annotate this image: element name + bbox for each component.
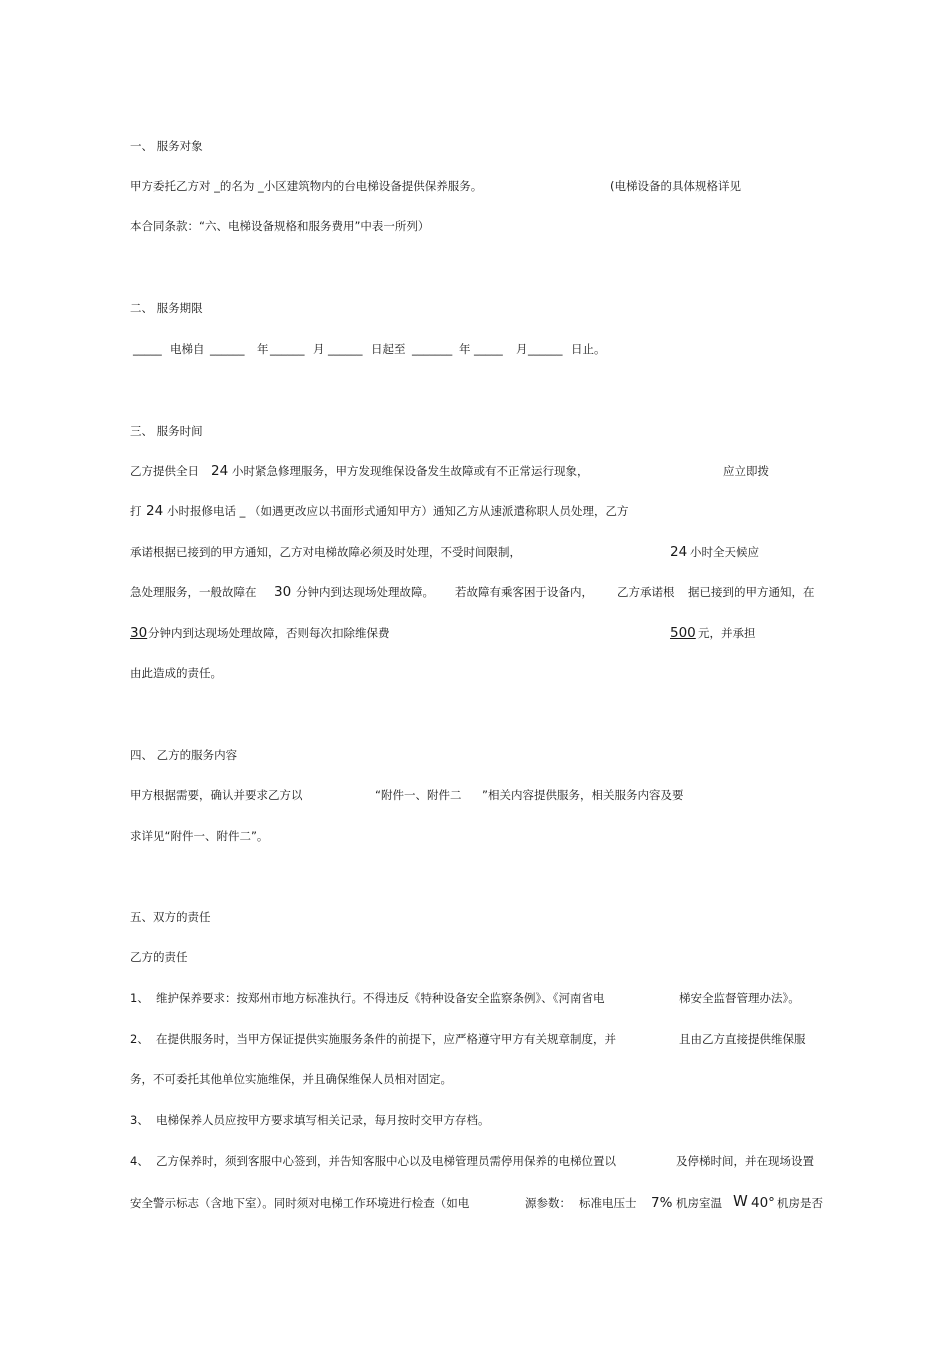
section-4-line-2: 求详见“附件一、附件二”。	[130, 829, 269, 843]
section-2-line-1: _____ 电梯自 ______ 年 ______ 月 ______ 日起至 _______ 年 _____ 月 ______ 日止。	[133, 342, 606, 356]
section-5-subheading: 乙方的责任	[130, 950, 188, 964]
section-4-heading: 四、 乙方的服务内容	[130, 748, 238, 762]
section-3-line-2: 打 24 小时报修电话 _ （如遇更改应以书面形式通知甲方）通知乙方从速派遣称职人员处理，乙方	[130, 503, 629, 519]
section-3-line-4: 急处理服务，一般故障在 30 分钟内到达现场处理故障。 若故障有乘客困于设备内， 乙方承诺根 据已接到的甲方通知，在	[130, 584, 815, 600]
section-5-item-4: 4、 乙方保养时，须到客服中心签到，并告知客服中心以及电梯管理员需停用保养的电梯位置以 及停梯时间，并在现场设置	[130, 1154, 814, 1168]
section-3-heading: 三、 服务时间	[130, 424, 203, 438]
section-5-item-2-cont: 务，不可委托其他单位实施维保，并且确保维保人员相对固定。	[130, 1072, 452, 1086]
section-3-line-5: 30 分钟内到达现场处理故障，否则每次扣除维保费 500 元，并承担	[130, 625, 756, 641]
section-5-item-4-cont: 安全警示标志（含地下室）。同时须对电梯工作环境进行检查（如电 源参数： 标准电压士 7% 机房室温 W 40° 机房是否	[130, 1192, 823, 1211]
section-1-heading: 一、 服务对象	[130, 139, 203, 153]
section-1-line-1: 甲方委托乙方对 _的名为 _小区建筑物内的台电梯设备提供保养服务。 (电梯设备的具体规格详见	[130, 179, 741, 193]
section-3-line-3: 承诺根据已接到的甲方通知，乙方对电梯故障必须及时处理，不受时间限制， 24 小时全天候应	[130, 544, 759, 560]
section-1-line-2: 本合同条款：“六、电梯设备规格和服务费用”中表一所列）	[130, 219, 430, 233]
section-4-line-1: 甲方根据需要，确认并要求乙方以 “附件一、附件二 ”相关内容提供服务，相关服务内容及要	[130, 788, 684, 802]
section-3-line-6: 由此造成的责任。	[130, 666, 222, 680]
section-5-item-2: 2、 在提供服务时，当甲方保证提供实施服务条件的前提下，应严格遵守甲方有关规章制度，并 且由乙方直接提供维保服	[130, 1032, 806, 1046]
section-5-item-1: 1、 维护保养要求：按郑州市地方标准执行。不得违反《特种设备安全监察条例》、《河南省电 梯安全监督管理办法》。	[130, 991, 800, 1005]
section-5-heading: 五、双方的责任	[130, 910, 211, 924]
section-5-item-3: 3、 电梯保养人员应按甲方要求填写相关记录，每月按时交甲方存档。	[130, 1113, 490, 1127]
section-3-line-1: 乙方提供全日 24 小时紧急修理服务，甲方发现维保设备发生故障或有不正常运行现象， 应立即拨	[130, 463, 769, 479]
section-2-heading: 二、 服务期限	[130, 301, 203, 315]
